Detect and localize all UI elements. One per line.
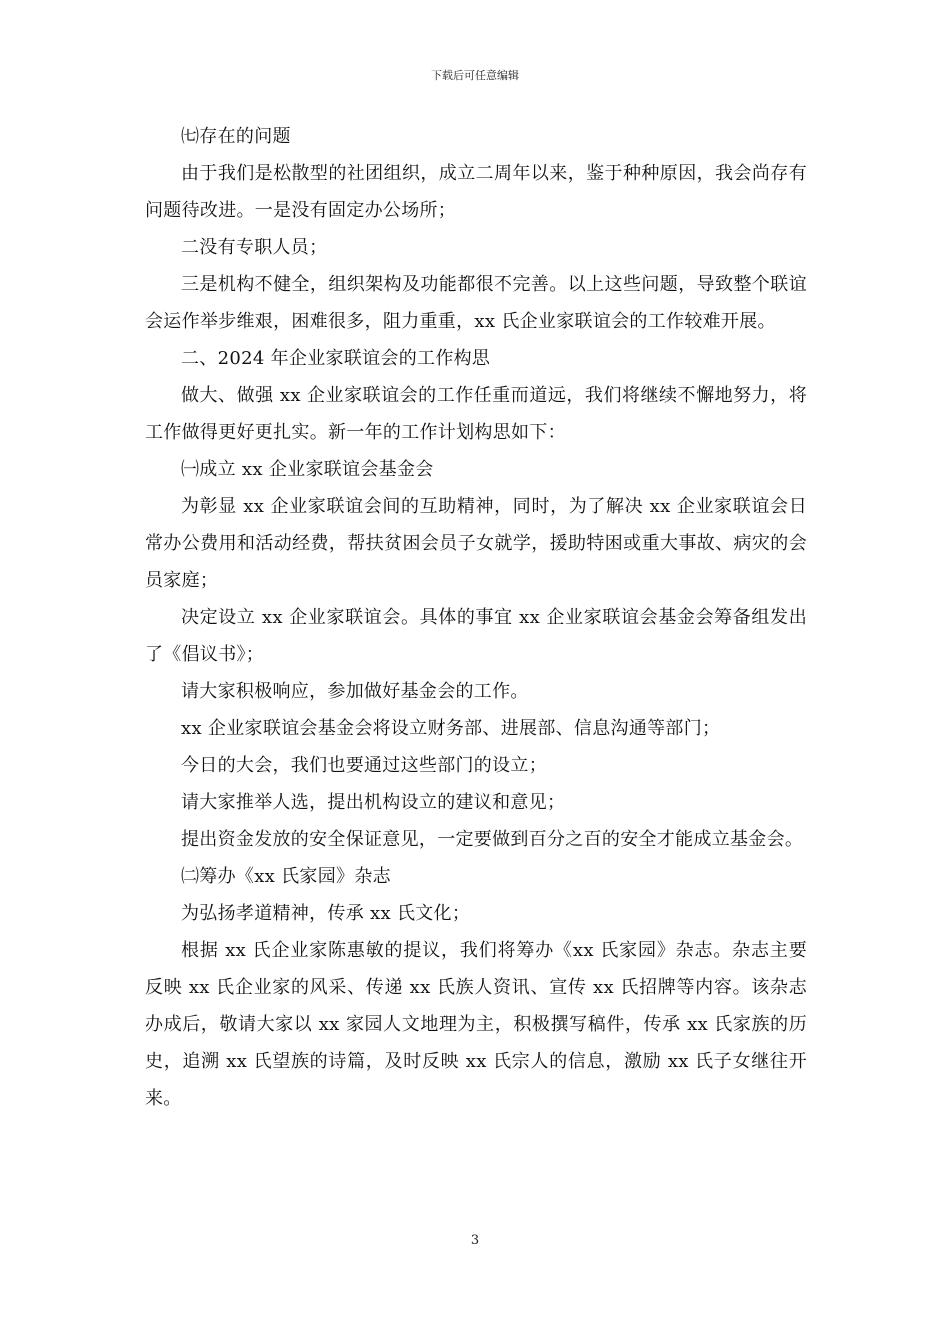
page-number: 3	[470, 1233, 480, 1248]
paragraph: 由于我们是松散型的社团组织，成立二周年以来，鉴于种种原因，我会尚存有问题待改进。一是没有固定办公场所；	[145, 163, 807, 221]
page-header: 下载后可任意编辑	[431, 69, 519, 82]
paragraph: 二没有专职人员；	[181, 237, 328, 258]
paragraph: 请大家推举人选，提出机构设立的建议和意见；	[181, 792, 566, 813]
paragraph: 今日的大会，我们也要通过这些部门的设立；	[181, 755, 547, 776]
paragraph: ㈦存在的问题	[181, 126, 291, 147]
paragraph: 根据 xx 氏企业家陈惠敏的提议，我们将筹办《xx 氏家园》杂志。杂志主要反映 xx 氏企业家的风采、传递 xx 氏族人资讯、宣传 xx 氏招牌等内容。该杂志办成后，敬请大家以 xx 家园人文地理为主，积极撰写稿件，传承 xx 氏家族的历史，追溯 xx 氏望族的诗篇，及时反映 xx 氏宗人的信息，激励 xx 氏子女继往开来。	[145, 940, 807, 1109]
paragraph: 提出资金发放的安全保证意见，一定要做到百分之百的安全才能成立基金会。	[181, 829, 804, 850]
paragraph: 请大家积极响应，参加做好基金会的工作。	[181, 681, 529, 702]
subsection-heading: ㈡筹办《xx 氏家园》杂志	[181, 866, 391, 887]
paragraph: 为弘扬孝道精神，传承 xx 氏文化；	[181, 903, 471, 924]
paragraph: 决定设立 xx 企业家联谊会。具体的事宜 xx 企业家联谊会基金会筹备组发出了《倡议书》；	[145, 607, 807, 665]
subsection-heading: ㈠成立 xx 企业家联谊会基金会	[181, 459, 434, 480]
document-body	[145, 118, 807, 1117]
paragraph: xx 企业家联谊会基金会将设立财务部、进展部、信息沟通等部门；	[181, 718, 721, 739]
paragraph: 三是机构不健全，组织架构及功能都很不完善。以上这些问题，导致整个联谊会运作举步维艰，困难很多，阻力重重，xx 氏企业家联谊会的工作较难开展。	[145, 274, 807, 332]
paragraph: 为彰显 xx 企业家联谊会间的互助精神，同时，为了解决 xx 企业家联谊会日常办公费用和活动经费，帮扶贫困会员子女就学，援助特困或重大事故、病灾的会员家庭；	[145, 496, 807, 591]
paragraph: 做大、做强 xx 企业家联谊会的工作任重而道远，我们将继续不懈地努力，将工作做得更好更扎实。新一年的工作计划构思如下：	[145, 385, 807, 443]
section-heading: 二、2024 年企业家联谊会的工作构思	[181, 348, 491, 369]
